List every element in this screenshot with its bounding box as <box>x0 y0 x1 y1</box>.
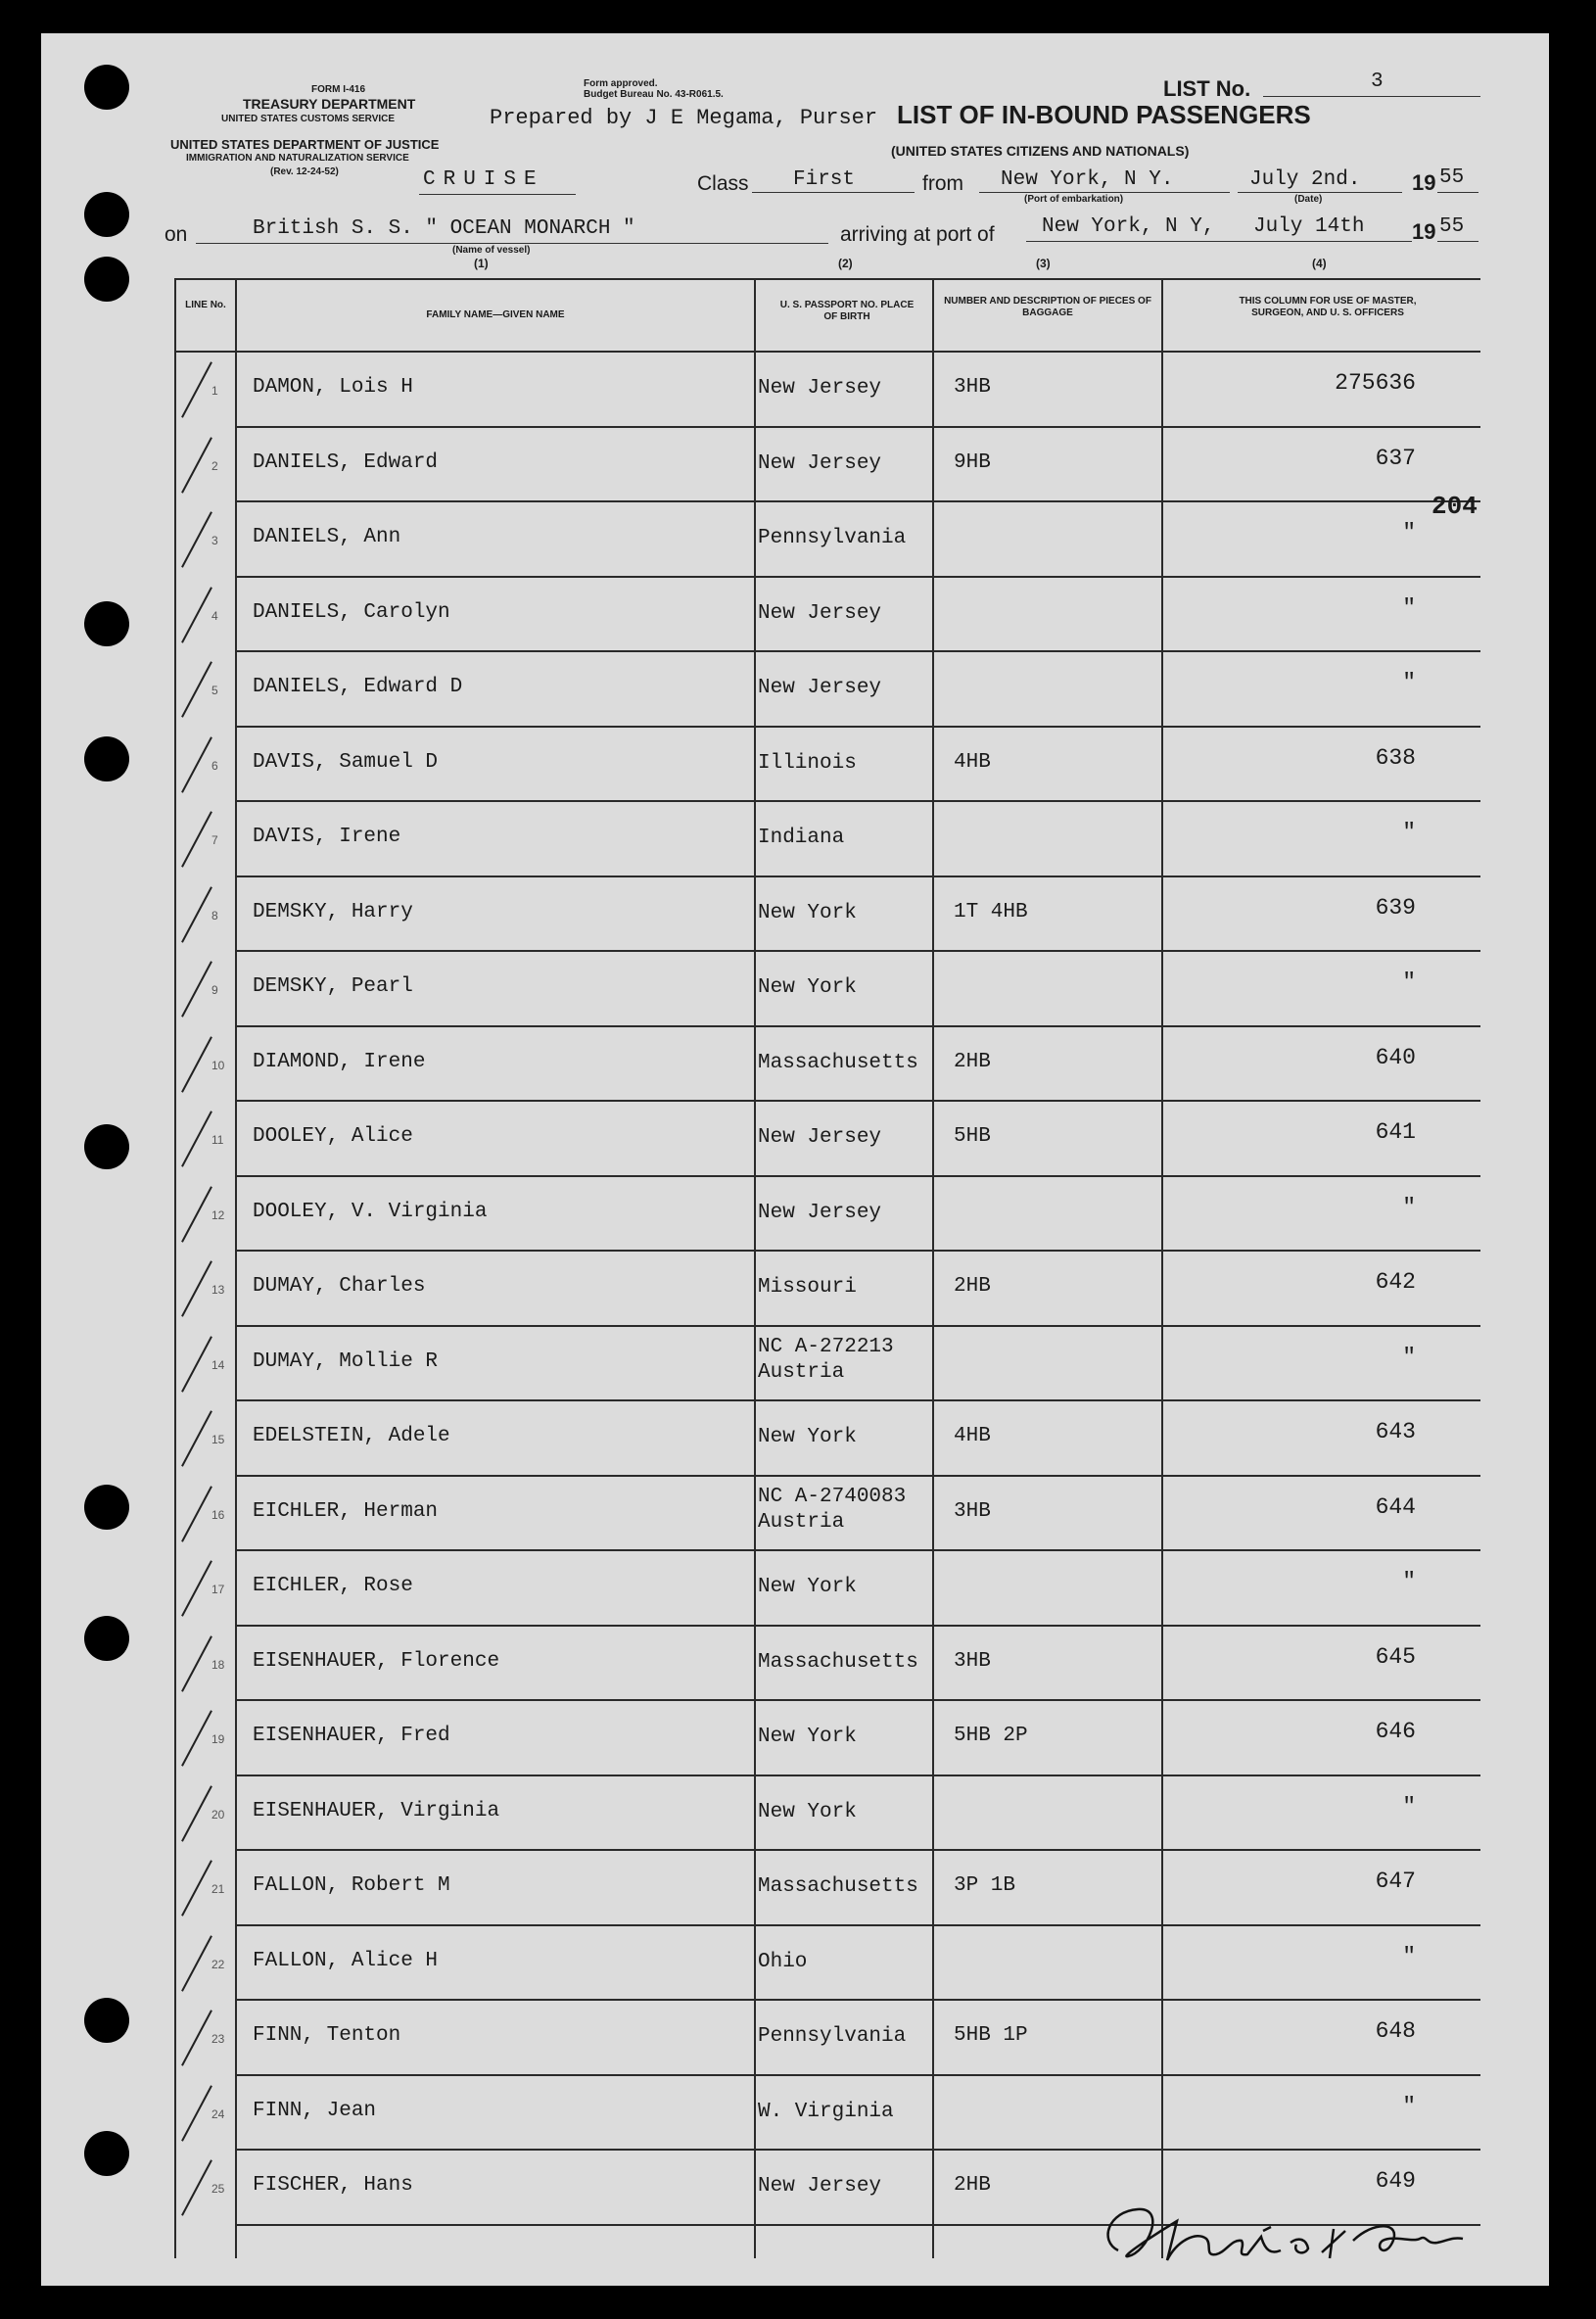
list-subtitle: (UNITED STATES CITIZENS AND NATIONALS) <box>891 143 1190 159</box>
passenger-name: DANIELS, Carolyn <box>253 600 450 624</box>
row-divider <box>235 1999 1480 2001</box>
budget-bureau: Budget Bureau No. 43-R061.5. <box>584 89 724 100</box>
underline <box>419 194 576 195</box>
line-number: 13 <box>211 1283 225 1297</box>
officer-number: " <box>1402 1943 1416 1969</box>
passenger-name: DEMSKY, Harry <box>253 900 413 923</box>
officer-number: " <box>1402 820 1416 845</box>
underline <box>1437 241 1479 242</box>
list-title: LIST OF IN-BOUND PASSENGERS <box>897 100 1311 129</box>
place-of-birth: New Jersey <box>758 1201 882 1224</box>
column-marker: (2) <box>838 257 853 270</box>
class-value: First <box>793 168 856 191</box>
underline <box>1238 192 1402 193</box>
place-of-birth: NC A-2740083 Austria <box>758 1485 907 1534</box>
class-label: Class <box>697 172 749 195</box>
header-officers: THIS COLUMN FOR USE OF MASTER, SURGEON, AND U. S. OFFICERS <box>1239 296 1417 318</box>
place-of-birth: Massachusetts <box>758 1051 918 1074</box>
embarkation-port: New York, N Y. <box>1001 168 1174 191</box>
underline <box>979 192 1230 193</box>
row-divider <box>235 1924 1480 1926</box>
officer-number: " <box>1402 670 1416 695</box>
officer-number: 648 <box>1375 2018 1416 2044</box>
punch-hole <box>84 736 129 781</box>
baggage: 2HB <box>954 1050 991 1073</box>
place-of-birth: Massachusetts <box>758 1650 918 1674</box>
place-of-birth: New York <box>758 1800 857 1823</box>
form-approved: Form approved. <box>584 78 658 89</box>
underline <box>1437 192 1479 193</box>
baggage: 3HB <box>954 1649 991 1673</box>
row-divider <box>235 1775 1480 1776</box>
row-divider <box>235 426 1480 428</box>
punch-hole <box>84 65 129 110</box>
row-divider <box>235 2149 1480 2151</box>
passenger-name: EDELSTEIN, Adele <box>253 1425 450 1447</box>
departure-year: 55 <box>1439 166 1465 189</box>
baggage: 3HB <box>954 1499 991 1523</box>
line-number: 15 <box>211 1433 225 1446</box>
officer-number: " <box>1402 1793 1416 1820</box>
row-divider <box>235 500 1480 502</box>
baggage: 5HB 2P <box>954 1725 1028 1747</box>
line-number: 14 <box>211 1357 225 1372</box>
passenger-name: DOOLEY, Alice <box>253 1125 413 1148</box>
place-of-birth: Missouri <box>758 1276 857 1299</box>
row-divider <box>235 726 1480 728</box>
underline <box>752 192 915 193</box>
row-divider <box>235 1325 1480 1327</box>
line-number: 18 <box>211 1657 225 1672</box>
passenger-name: DAMON, Lois H <box>253 376 413 399</box>
place-of-birth: New Jersey <box>758 451 882 475</box>
place-of-birth: New York <box>758 976 857 999</box>
passenger-name: FALLON, Alice H <box>253 1949 439 1972</box>
baggage: 3HB <box>954 376 991 399</box>
place-of-birth: New Jersey <box>758 601 882 625</box>
officer-number: " <box>1402 594 1416 621</box>
underline <box>1263 96 1480 97</box>
line-number: 12 <box>211 1207 225 1222</box>
passenger-name: DANIELS, Edward D <box>253 676 463 698</box>
passenger-name: EICHLER, Rose <box>253 1575 413 1597</box>
officer-number: 638 <box>1375 744 1416 771</box>
baggage: 2HB <box>954 2174 991 2197</box>
baggage: 9HB <box>954 450 991 474</box>
list-no-label: LIST No. <box>1163 76 1251 101</box>
table-top-border <box>174 278 1480 280</box>
passenger-name: FALLON, Robert M <box>253 1874 450 1897</box>
officer-number: " <box>1402 1194 1416 1220</box>
vessel-name: British S. S. " OCEAN MONARCH " <box>253 217 635 240</box>
list-number: 3 <box>1371 71 1384 93</box>
arrival-year-prefix: 19 <box>1412 219 1436 244</box>
officer-number: 644 <box>1375 1493 1416 1520</box>
passenger-name: DEMSKY, Pearl <box>253 975 413 998</box>
officer-number: 642 <box>1375 1269 1416 1295</box>
officer-number: " <box>1402 1569 1416 1594</box>
line-number: 4 <box>211 608 218 623</box>
immigration-service: IMMIGRATION AND NATURALIZATION SERVICE <box>186 153 409 164</box>
baggage: 5HB 1P <box>954 2024 1028 2047</box>
place-of-birth: W. Virginia <box>758 2100 894 2123</box>
passenger-name: FISCHER, Hans <box>253 2174 413 2197</box>
row-divider <box>235 1175 1480 1177</box>
place-of-birth: Pennsylvania <box>758 2025 907 2048</box>
date-caption: (Date) <box>1294 194 1323 205</box>
baggage: 5HB <box>954 1125 991 1148</box>
officer-number: 643 <box>1375 1419 1416 1444</box>
column-marker: (1) <box>474 257 489 270</box>
passenger-name: EISENHAUER, Fred <box>253 1725 450 1747</box>
row-divider <box>235 2074 1480 2076</box>
place-of-birth: New York <box>758 1576 857 1598</box>
line-number: 6 <box>211 758 218 773</box>
baggage: 2HB <box>954 1275 991 1298</box>
officer-number: 647 <box>1375 1869 1416 1894</box>
passenger-name: DIAMOND, Irene <box>253 1050 426 1073</box>
punch-hole <box>84 1485 129 1530</box>
line-number: 20 <box>211 1807 225 1822</box>
row-divider <box>235 950 1480 952</box>
customs-service: UNITED STATES CUSTOMS SERVICE <box>221 114 396 124</box>
officer-number: 275636 <box>1335 370 1416 396</box>
line-number: 24 <box>211 2106 225 2121</box>
passenger-name: DAVIS, Irene <box>253 826 401 848</box>
place-of-birth: Indiana <box>758 827 845 849</box>
form-page <box>41 33 1549 2286</box>
line-number: 7 <box>211 833 218 847</box>
column-marker: (4) <box>1312 257 1327 270</box>
side-note: 204 <box>1432 492 1478 521</box>
underline <box>196 243 828 244</box>
passenger-name: EICHLER, Herman <box>253 1499 439 1523</box>
punch-hole <box>84 1998 129 2043</box>
punch-hole <box>84 1616 129 1661</box>
officer-number: " <box>1402 2093 1416 2119</box>
header-name: FAMILY NAME—GIVEN NAME <box>426 309 565 320</box>
header-passport: U. S. PASSPORT NO. PLACE OF BIRTH <box>779 300 915 322</box>
line-number: 8 <box>211 908 218 923</box>
year-prefix: 19 <box>1412 170 1436 195</box>
place-of-birth: New Jersey <box>758 2175 882 2198</box>
header-line-no: LINE No. <box>185 300 226 310</box>
passenger-name: DANIELS, Edward <box>253 450 439 474</box>
header-baggage: NUMBER AND DESCRIPTION OF PIECES OF BAGGAGE <box>944 296 1151 318</box>
officer-number: " <box>1402 970 1416 995</box>
place-of-birth: New Jersey <box>758 1126 882 1149</box>
on-label: on <box>164 223 188 246</box>
vessel-caption: (Name of vessel) <box>452 245 531 256</box>
treasury-dept: TREASURY DEPARTMENT <box>243 96 416 112</box>
form-number: FORM I-416 <box>311 84 366 95</box>
line-number: 9 <box>211 983 218 997</box>
row-divider <box>235 1399 1480 1401</box>
officer-number: 637 <box>1375 445 1416 471</box>
arrival-date: July 14th <box>1253 215 1365 238</box>
cruise-label: CRUISE <box>423 168 544 191</box>
table-left-border <box>174 278 176 2258</box>
officer-number: 640 <box>1375 1044 1416 1070</box>
place-of-birth: New Jersey <box>758 377 882 400</box>
passenger-name: EISENHAUER, Florence <box>253 1649 500 1673</box>
place-of-birth: New York <box>758 901 857 924</box>
row-divider <box>235 576 1480 578</box>
line-number: 1 <box>211 384 218 398</box>
punch-hole <box>84 1124 129 1169</box>
passenger-name: DANIELS, Ann <box>253 526 401 548</box>
place-of-birth: Pennsylvania <box>758 527 907 549</box>
row-divider <box>235 1100 1480 1102</box>
passenger-name: DUMAY, Charles <box>253 1275 426 1298</box>
row-divider <box>235 1025 1480 1027</box>
punch-hole <box>84 192 129 237</box>
punch-hole <box>84 2131 129 2176</box>
baggage: 3P 1B <box>954 1874 1016 1897</box>
officer-number: " <box>1402 520 1416 545</box>
line-number: 19 <box>211 1732 225 1746</box>
baggage: 1T 4HB <box>954 900 1028 923</box>
baggage: 4HB <box>954 1425 991 1447</box>
port-caption: (Port of embarkation) <box>1024 194 1124 205</box>
arriving-label: arriving at port of <box>840 223 995 246</box>
officer-number: 649 <box>1375 2168 1416 2194</box>
line-number: 11 <box>211 1133 224 1147</box>
header-bottom-border <box>174 351 1480 353</box>
passenger-name: DAVIS, Samuel D <box>253 750 439 774</box>
row-divider <box>235 1549 1480 1551</box>
row-divider <box>235 1849 1480 1851</box>
line-number: 16 <box>211 1507 225 1522</box>
underline <box>1026 241 1412 242</box>
line-number: 5 <box>211 684 218 697</box>
line-number: 23 <box>211 2032 225 2046</box>
from-label: from <box>922 172 963 195</box>
officer-number: 641 <box>1375 1119 1416 1145</box>
row-divider <box>235 800 1480 802</box>
place-of-birth: New Jersey <box>758 677 882 699</box>
row-divider <box>235 650 1480 652</box>
passenger-name: FINN, Jean <box>253 2099 377 2122</box>
line-number: 22 <box>211 1957 225 1971</box>
officer-number: 645 <box>1375 1643 1416 1670</box>
prepared-by: Prepared by J E Megama, Purser <box>490 106 878 130</box>
baggage: 4HB <box>954 750 991 774</box>
departure-date: July 2nd. <box>1249 168 1361 191</box>
revision-date: (Rev. 12-24-52) <box>270 166 339 177</box>
justice-dept: UNITED STATES DEPARTMENT OF JUSTICE <box>170 137 440 152</box>
row-divider <box>235 1475 1480 1477</box>
arrival-year: 55 <box>1439 215 1465 238</box>
punch-hole <box>84 257 129 302</box>
row-divider <box>235 1699 1480 1701</box>
row-divider <box>235 876 1480 877</box>
officer-signature <box>1089 2182 1480 2290</box>
line-number: 21 <box>211 1882 225 1896</box>
punch-hole <box>84 601 129 646</box>
passenger-name: FINN, Tenton <box>253 2024 401 2047</box>
place-of-birth: New York <box>758 1726 857 1748</box>
place-of-birth: New York <box>758 1426 857 1448</box>
officer-number: 639 <box>1375 894 1416 921</box>
column-marker: (3) <box>1036 257 1051 270</box>
line-number: 25 <box>211 2182 225 2196</box>
row-divider <box>235 1250 1480 1252</box>
place-of-birth: Ohio <box>758 1950 808 1973</box>
line-number: 17 <box>211 1583 225 1596</box>
row-divider <box>235 1625 1480 1627</box>
line-number: 3 <box>211 534 218 547</box>
passenger-name: DUMAY, Mollie R <box>253 1349 439 1373</box>
line-number: 10 <box>211 1058 225 1072</box>
officer-number: 646 <box>1375 1719 1416 1744</box>
place-of-birth: Massachusetts <box>758 1875 918 1898</box>
passenger-name: EISENHAUER, Virginia <box>253 1799 500 1822</box>
place-of-birth: Illinois <box>758 751 857 775</box>
officer-number: " <box>1402 1344 1416 1370</box>
passenger-name: DOOLEY, V. Virginia <box>253 1200 488 1223</box>
place-of-birth: NC A-272213 Austria <box>758 1335 894 1384</box>
line-number: 2 <box>211 458 218 473</box>
arrival-port: New York, N Y, <box>1042 215 1215 238</box>
